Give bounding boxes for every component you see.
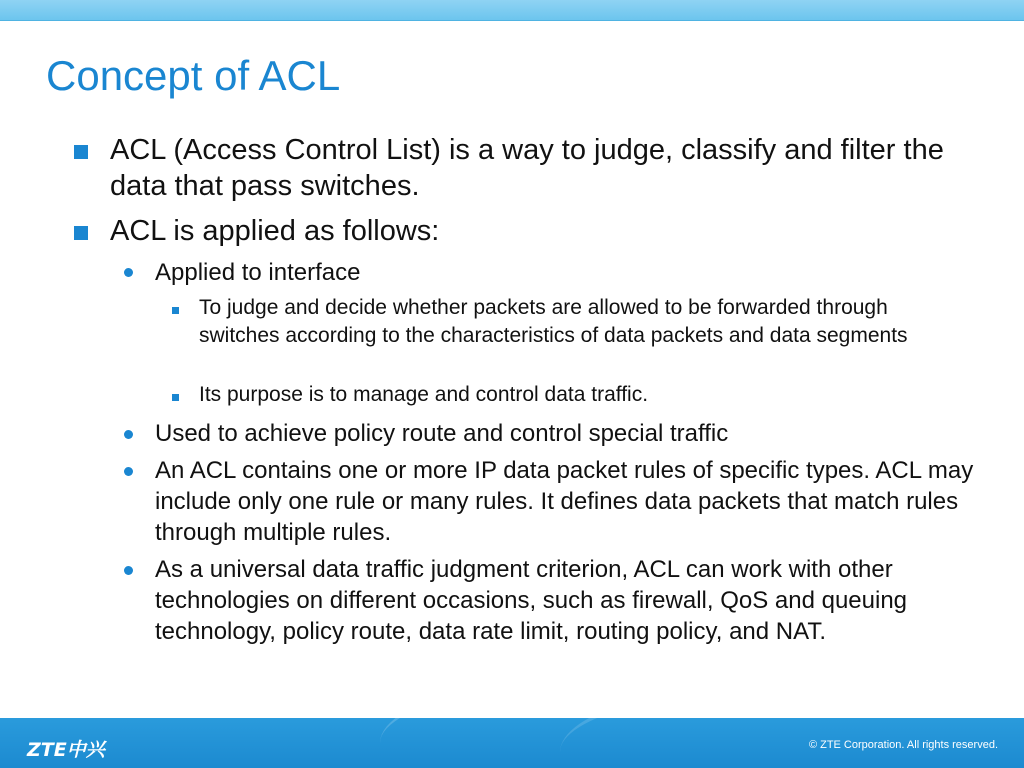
small-square-bullet-icon — [172, 394, 179, 401]
dot-bullet-icon — [124, 566, 133, 575]
square-bullet-icon — [74, 145, 88, 159]
slide-title: Concept of ACL — [46, 52, 341, 99]
zte-logo: ZTE中兴 — [27, 739, 105, 761]
bullet-acl-applied: ACL is applied as follows: — [110, 215, 440, 247]
sub-bullet-universal-criterion: As a universal data traffic judgment criterion, ACL can work with other technologies on different occasions, such as firewall, QoS and queuing technology, policy route, data rate limit, routing policy, and NAT. — [155, 556, 908, 645]
square-bullet-icon — [74, 226, 88, 240]
dot-bullet-icon — [124, 430, 133, 439]
top-accent-bar — [0, 0, 1024, 21]
sub-bullet-applied-to-interface: Applied to interface — [155, 259, 361, 286]
copyright-text: © ZTE Corporation. All rights reserved. — [808, 739, 998, 751]
bullet-acl-definition: ACL (Access Control List) is a way to judge, classify and filter the data that pass switches. — [110, 134, 944, 202]
dot-bullet-icon — [124, 467, 133, 476]
sub-sub-bullet-purpose: Its purpose is to manage and control data traffic. — [199, 383, 649, 406]
dot-bullet-icon — [124, 268, 133, 277]
sub-bullet-acl-rules: An ACL contains one or more IP data packet rules of specific types. ACL may include only one rule or many rules. It defines data packets that match rules through multiple rules. — [155, 457, 974, 546]
sub-bullet-policy-route: Used to achieve policy route and control special traffic — [155, 420, 729, 447]
footer-bar — [0, 718, 1024, 768]
small-square-bullet-icon — [172, 307, 179, 314]
sub-sub-bullet-judge-packets: To judge and decide whether packets are allowed to be forwarded through switches according to the characteristics of data packets and data segments — [199, 296, 908, 347]
